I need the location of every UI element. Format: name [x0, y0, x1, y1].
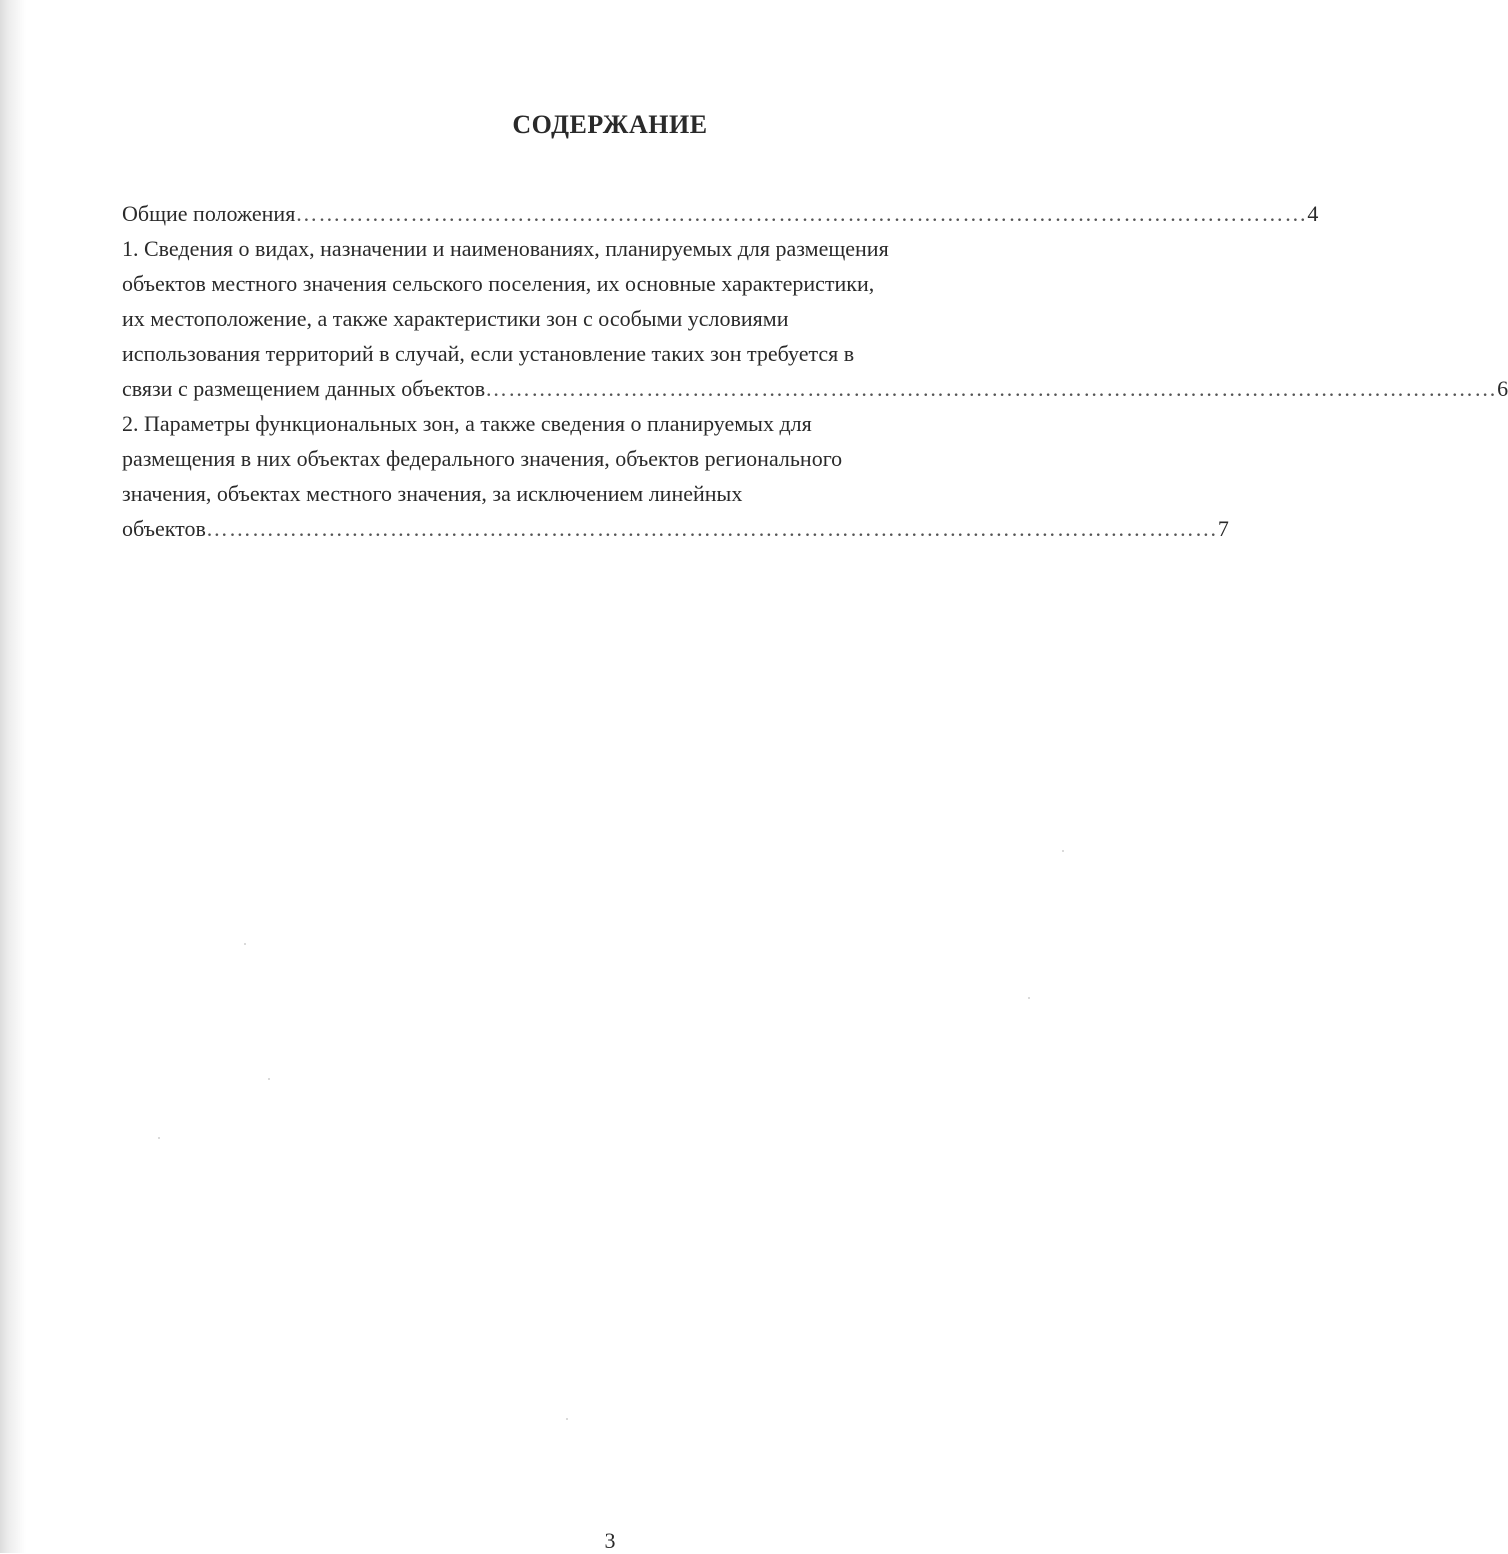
- toc-page-number: 7: [1217, 516, 1229, 541]
- table-of-contents: [122, 196, 1508, 546]
- toc-entry-text: размещения в них объектах федерального значения, объектов регионального: [122, 446, 843, 471]
- toc-line: [122, 511, 1229, 546]
- scan-speck: [1028, 997, 1030, 999]
- scan-speck: [268, 1078, 270, 1080]
- toc-entry-text: 1. Сведения о видах, назначении и наименованиях, планируемых для размещения: [122, 236, 889, 261]
- dot-leader: ……………………………………………………………………………………………………………………: [485, 376, 1498, 401]
- scan-speck: [158, 1137, 160, 1139]
- scan-shadow-edge: [0, 0, 26, 1553]
- toc-entry-general-provisions: [122, 196, 1319, 231]
- toc-entry-text: 2. Параметры функциональных зон, а также сведения о планируемых для: [122, 411, 812, 436]
- scan-speck: [566, 1418, 568, 1420]
- toc-entry-text: объектов: [122, 516, 206, 541]
- toc-entry-text: использования территорий в случай, если установление таких зон требуется в: [122, 341, 855, 366]
- toc-entry-text: Общие положения: [122, 201, 296, 226]
- toc-page-number: 6: [1497, 376, 1508, 401]
- toc-entry-text: их местоположение, а также характеристики зон с особыми условиями: [122, 306, 789, 331]
- toc-entry-section-1: [122, 231, 1508, 406]
- toc-page-number: 4: [1307, 201, 1319, 226]
- page-title: СОДЕРЖАНИЕ: [512, 110, 708, 139]
- toc-entry-text: связи с размещением данных объектов: [122, 376, 486, 401]
- scan-speck: [244, 943, 246, 945]
- toc-entry-text: значения, объектах местного значения, за исключением линейных: [122, 481, 743, 506]
- dot-leader: ……………………………………………………………………………………………………………………: [295, 201, 1308, 226]
- toc-entry-text: объектов местного значения сельского поселения, их основные характеристики,: [122, 271, 875, 296]
- toc-line: [122, 196, 1319, 231]
- scan-speck: [1062, 850, 1064, 852]
- page-number: 3: [604, 1528, 616, 1553]
- toc-entry-section-2: [122, 406, 1229, 546]
- dot-leader: ……………………………………………………………………………………………………………………: [205, 516, 1218, 541]
- toc-line: [122, 371, 1508, 406]
